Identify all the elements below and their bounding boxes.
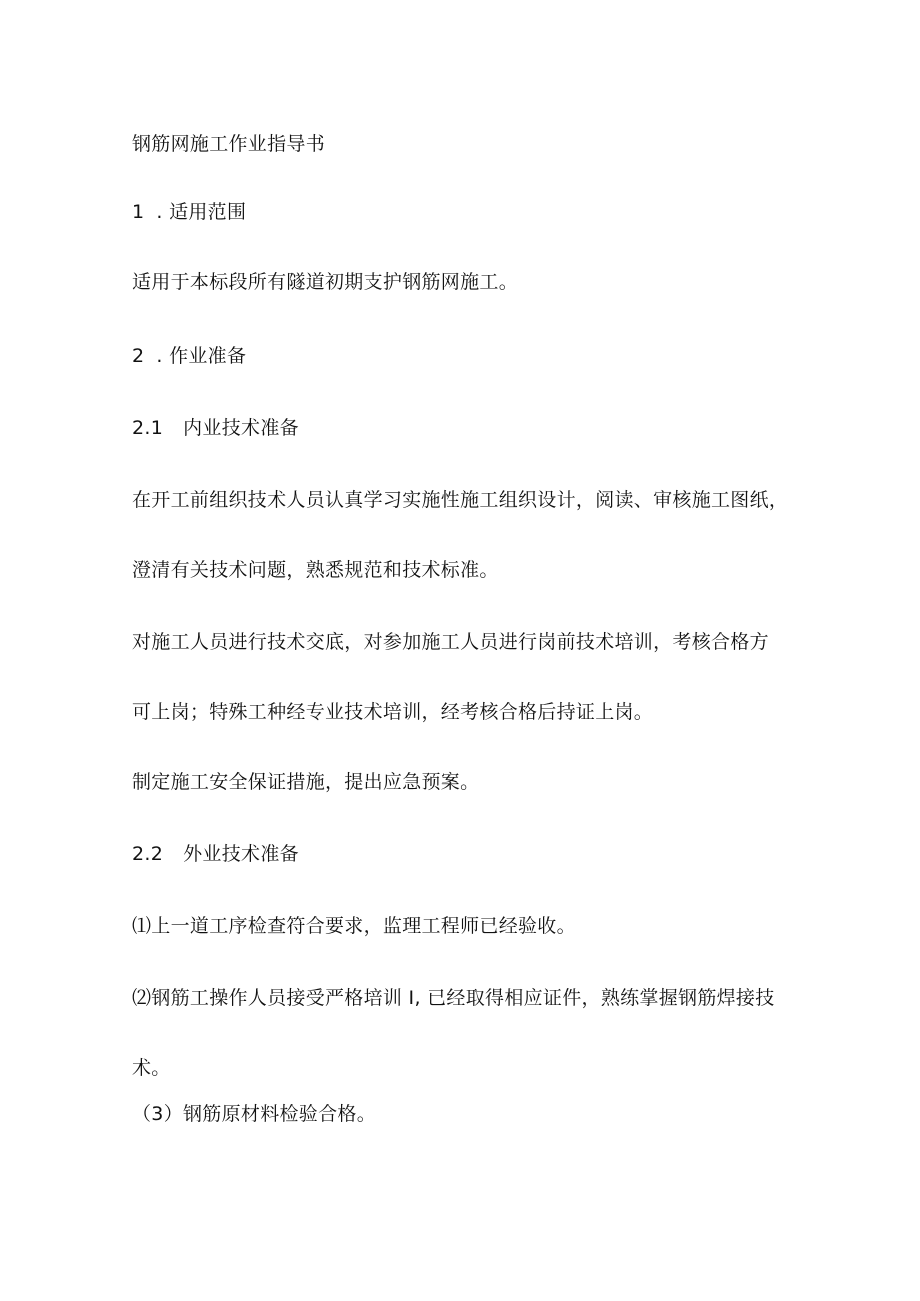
section-2-heading — [132, 344, 246, 368]
subsection-2-1-heading — [132, 416, 299, 440]
paragraph-2-1-b-line-1: 对施工人员进行技术交底，对参加施工人员进行岗前技术培训，考核合格方 — [132, 631, 769, 653]
paragraph-2-1-a-line-2: 澄清有关技术问题，熟悉规范和技术标准。 — [132, 559, 499, 581]
section-1-number: 1 — [132, 201, 145, 223]
list-item-2-line-2: 术。 — [132, 1057, 171, 1079]
list-item-3: （3）钢筋原材料检验合格。 — [132, 1103, 376, 1125]
section-2-number: 2 — [132, 345, 145, 367]
subsection-2-1-label: 内业技术准备 — [183, 417, 299, 439]
subsection-2-2-label: 外业技术准备 — [183, 843, 299, 865]
section-2-label: . 作业准备 — [156, 345, 247, 367]
subsection-2-1-number: 2.1 — [132, 417, 164, 439]
list-item-2-line-1: ⑵钢筋工操作人员接受严格培训 I, 已经取得相应证件，熟练掌握钢筋焊接技 — [132, 987, 775, 1009]
list-item-1: ⑴上一道工序检查符合要求，监理工程师已经验收。 — [132, 915, 576, 937]
section-1-label: . 适用范围 — [156, 201, 247, 223]
subsection-2-2-number: 2.2 — [132, 843, 164, 865]
subsection-2-2-heading — [132, 842, 299, 866]
paragraph-2-1-c: 制定施工安全保证措施，提出应急预案。 — [132, 771, 480, 793]
paragraph-2-1-b-line-2: 可上岗；特殊工种经专业技术培训，经考核合格后持证上岗。 — [132, 701, 654, 723]
document-title: 钢筋网施工作业指导书 — [132, 133, 326, 155]
section-1-heading — [132, 200, 246, 224]
section-1-body: 适用于本标段所有隧道初期支护钢筋网施工。 — [132, 271, 519, 293]
paragraph-2-1-a-line-1: 在开工前组织技术人员认真学习实施性施工组织设计，阅读、审核施工图纸， — [132, 489, 789, 511]
